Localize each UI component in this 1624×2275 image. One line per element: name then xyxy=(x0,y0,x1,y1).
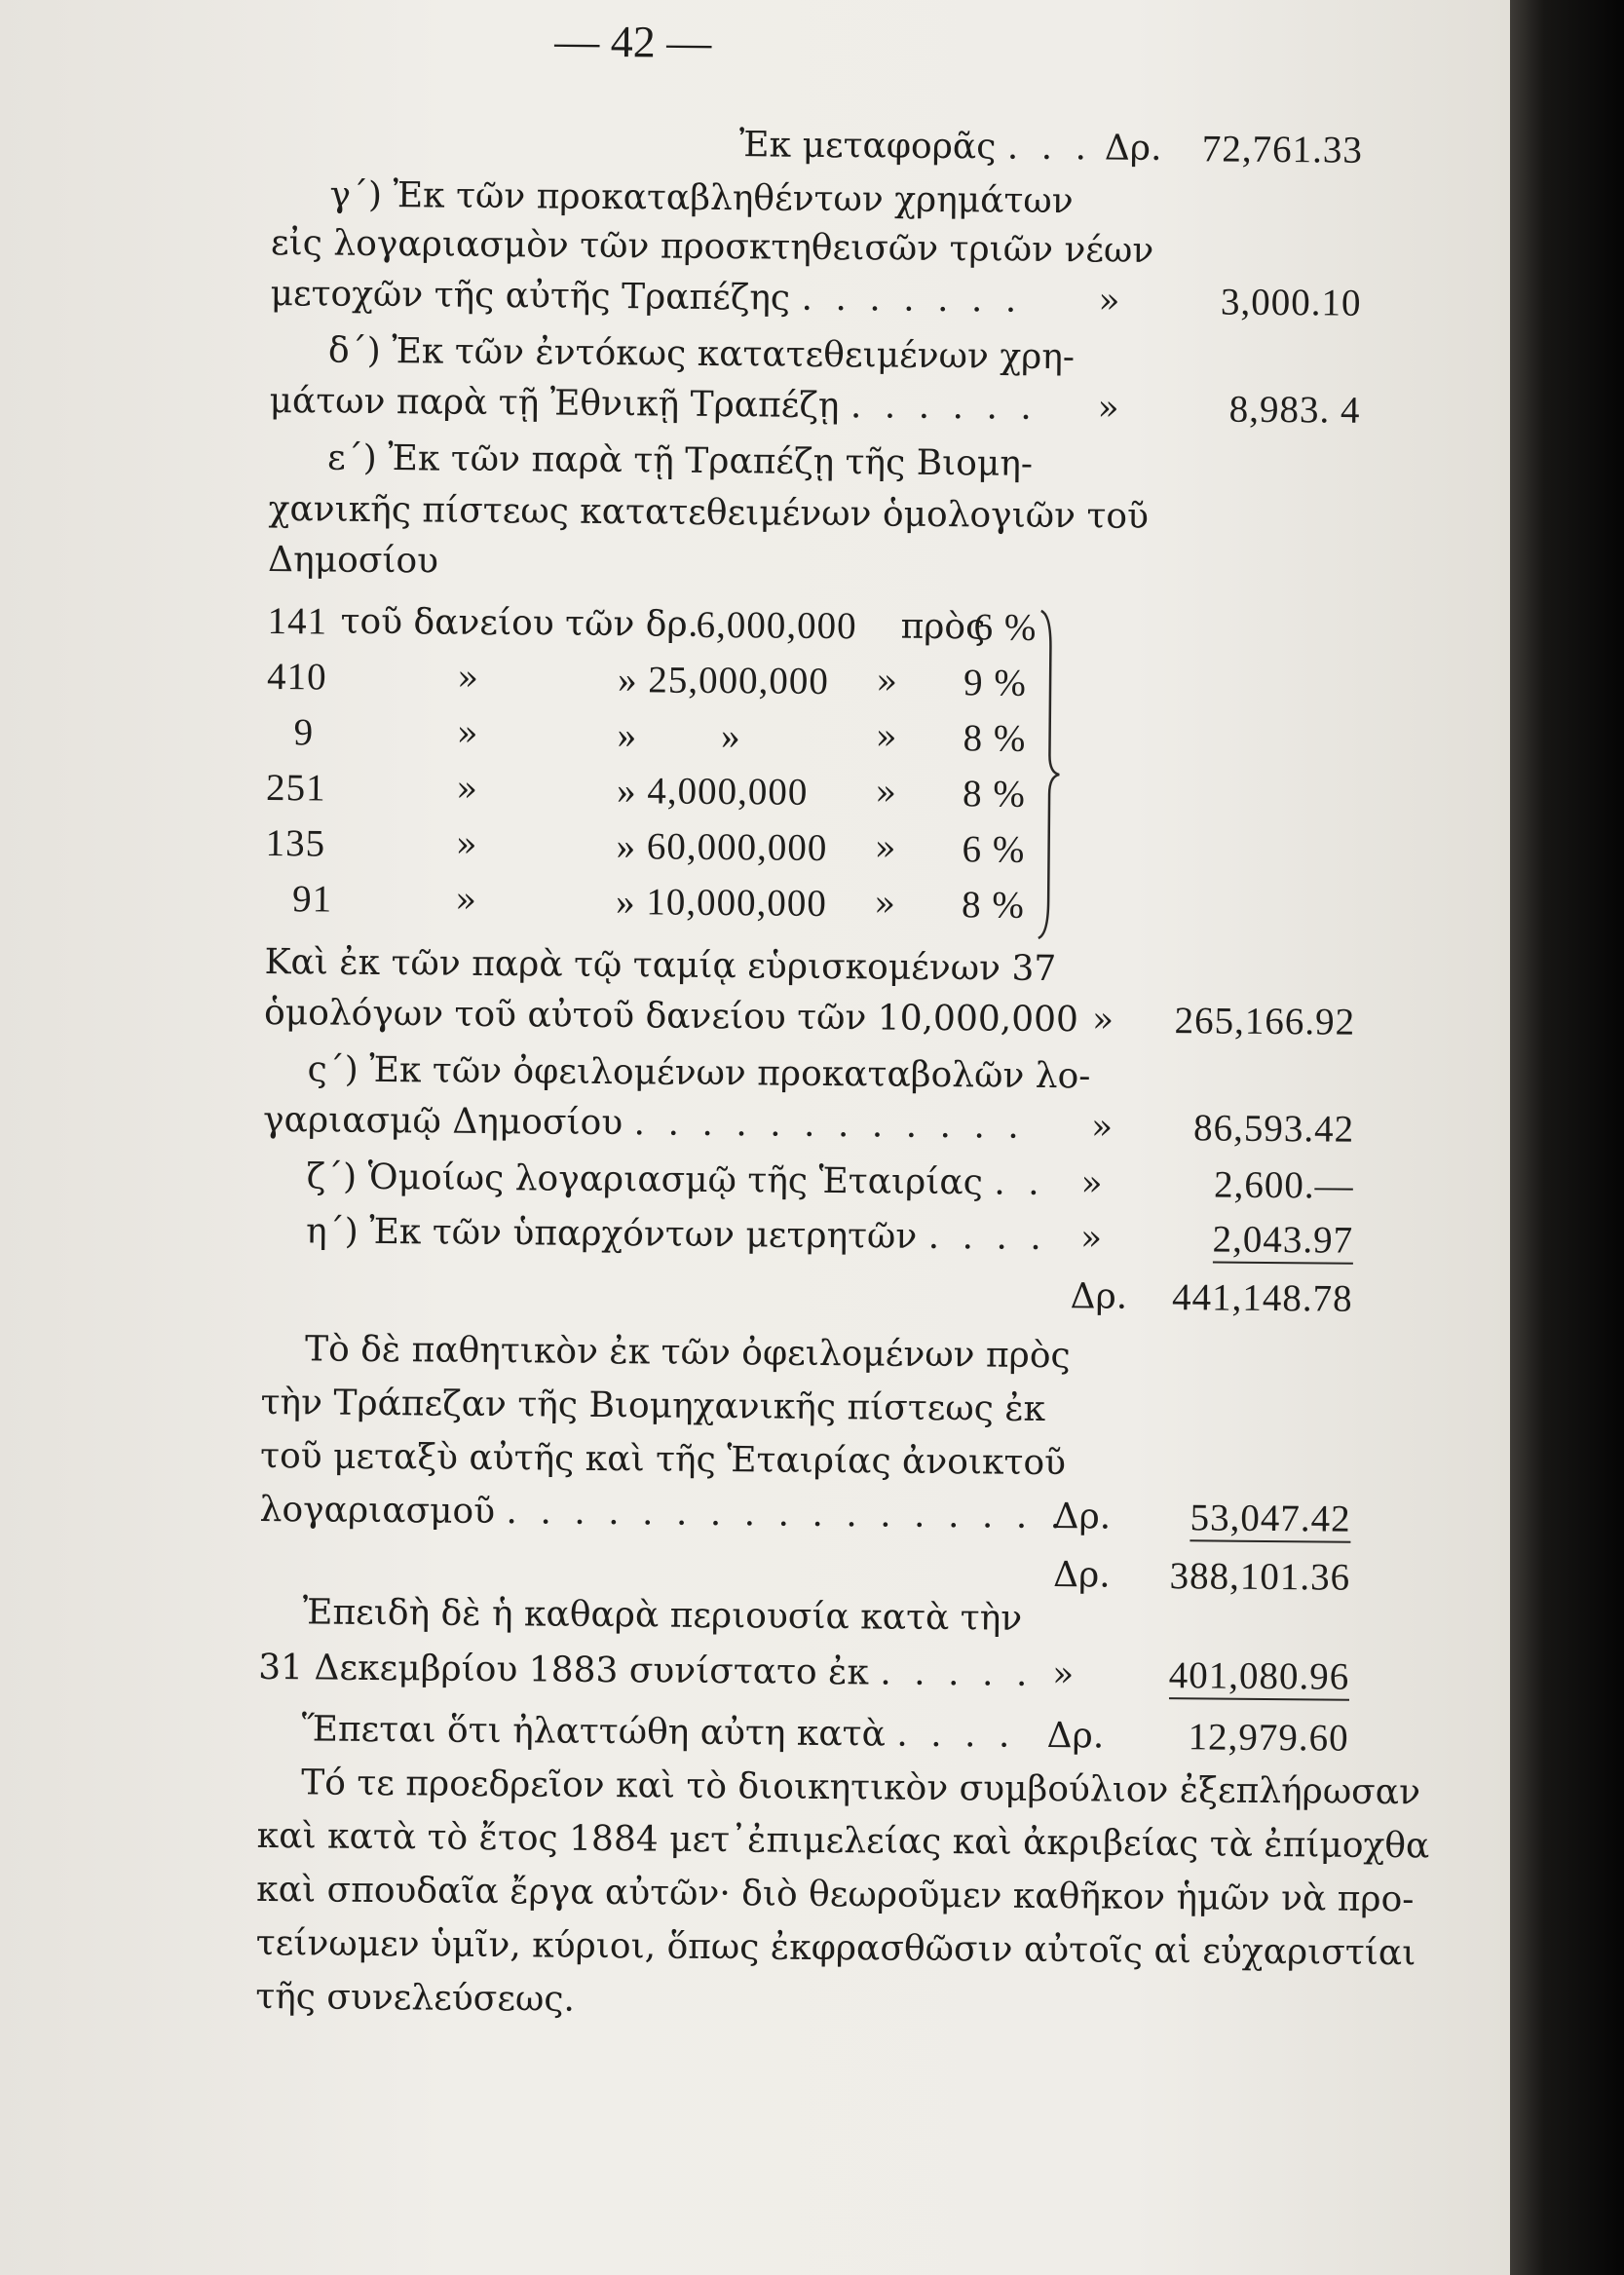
bond-prep: πρὸς xyxy=(900,606,986,648)
closing-line: καὶ κατὰ τὸ ἔτος 1884 μετ᾽ἐπιμελείας καὶ ἀκριβείας τὰ ἐπίμοχθα xyxy=(256,1815,1430,1867)
bond-capital: » 10,000,000 xyxy=(615,881,828,925)
bond-count: 410 xyxy=(266,655,327,699)
item-gamma-line: μετοχῶν τῆς αὐτῆς Τραπέζης . . . . . . . xyxy=(270,273,1023,321)
bonds-tail-amount: 265,166.92 xyxy=(1174,1000,1356,1043)
ditto-mark: » xyxy=(1052,1654,1075,1695)
bonds-tail-line: Καὶ ἐκ τῶν παρὰ τῷ ταμίᾳ εὑρισκομένων 37 xyxy=(264,941,1057,990)
bonds-tail-line: ὁμολόγων τοῦ αὐτοῦ δανείου τῶν 10,000,000 xyxy=(263,992,1079,1041)
bond-rate: 9 % xyxy=(963,662,1028,704)
bond-prep: » xyxy=(874,773,897,814)
bond-capital: » » xyxy=(617,714,741,758)
liability-amount: 53,047.42 xyxy=(1190,1498,1350,1542)
item-gamma-amount: 3,000.10 xyxy=(1220,281,1362,324)
prior-line: Ἐπειδὴ δὲ ἡ καθαρὰ περιουσία κατὰ τὴν xyxy=(302,1592,1023,1639)
liability-line: λογαριασμοῦ . . . . . . . . . . . . . . . . . xyxy=(259,1489,1068,1537)
bond-prep: » xyxy=(875,662,898,702)
bond-text: » xyxy=(455,769,478,810)
item-eta-amount: 2,043.97 xyxy=(1212,1220,1353,1264)
ditto-mark: » xyxy=(1080,1163,1103,1204)
currency-label: Δρ. xyxy=(1046,1716,1105,1757)
bond-prep: » xyxy=(873,884,896,925)
bond-rate: 8 % xyxy=(962,773,1027,815)
ditto-mark: » xyxy=(1090,1107,1114,1148)
ditto-mark: » xyxy=(1097,388,1119,429)
bond-count: 135 xyxy=(265,821,326,865)
bond-text: » xyxy=(455,824,477,865)
currency-label: Δρ. xyxy=(1104,128,1162,169)
item-gamma-line: γ΄) Ἐκ τῶν προκαταβληθέντων χρημάτων xyxy=(329,174,1074,222)
bond-capital: » 25,000,000 xyxy=(617,659,830,703)
item-delta-line: μάτων παρὰ τῇ Ἐθνικῇ Τραπέζῃ . . . . . . xyxy=(269,380,1038,428)
bond-count: 251 xyxy=(265,766,326,810)
decrease-amount: 12,979.60 xyxy=(1188,1716,1349,1760)
liability-line: τὴν Τράπεζαν τῆς Βιομηχανικῆς πίστεως ἐκ xyxy=(260,1382,1046,1429)
bond-brace xyxy=(1035,609,1065,940)
bond-rate: 8 % xyxy=(963,717,1027,760)
item-stigma-line: γαριασμῷ Δημοσίου . . . . . . . . . . . . xyxy=(262,1099,1026,1147)
item-stigma-amount: 86,593.42 xyxy=(1192,1107,1355,1151)
total-assets-amount: 441,148.78 xyxy=(1171,1276,1353,1320)
ditto-mark: » xyxy=(1098,281,1120,322)
bond-rate: 8 % xyxy=(961,884,1026,927)
bond-count: 91 xyxy=(291,878,333,921)
bond-rate: 6 % xyxy=(962,828,1026,871)
closing-line: καὶ σπουδαῖα ἔργα αὐτῶν· διὸ θεωροῦμεν καθῆκον ἡμῶν νὰ προ- xyxy=(256,1869,1415,1920)
prior-amount: 401,080.96 xyxy=(1168,1656,1349,1701)
ditto-mark: » xyxy=(1079,1218,1103,1259)
closing-line: Τό τε προεδρεῖον καὶ τὸ διοικητικὸν συμβούλιον ἐξεπλήρωσαν xyxy=(301,1763,1421,1813)
item-epsilon-line: ε΄) Ἐκ τῶν παρὰ τῇ Τραπέζῃ τῆς Βιομη- xyxy=(326,437,1034,484)
liability-line: Τὸ δὲ παθητικὸν ἐκ τῶν ὀφειλομένων πρὸς xyxy=(304,1329,1071,1377)
bond-count: 9 xyxy=(293,711,315,754)
page-number: — 42 — xyxy=(554,16,712,67)
bond-capital: » 60,000,000 xyxy=(616,825,828,869)
carried-amount: 72,761.33 xyxy=(1201,128,1364,171)
item-delta-amount: 8,983. 4 xyxy=(1228,388,1361,432)
currency-label: Δρ. xyxy=(1052,1555,1111,1596)
bond-text: » xyxy=(454,880,477,921)
carried-label: Ἐκ μεταφορᾶς . . . xyxy=(738,125,1093,169)
currency-label: Δρ. xyxy=(1070,1276,1128,1317)
bond-capital: » 4,000,000 xyxy=(616,770,809,814)
item-zeta-amount: 2,600.— xyxy=(1213,1163,1354,1207)
closing-paragraph xyxy=(255,1763,1430,2029)
book-spine-shadow xyxy=(1510,0,1624,2275)
item-epsilon-line: χανικῆς πίστεως κατατεθειμένων ὁμολογιῶν τοῦ xyxy=(268,488,1150,537)
item-delta-line: δ΄) Ἐκ τῶν ἐντόκως κατατεθειμένων χρη- xyxy=(327,330,1076,378)
bond-prep: » xyxy=(874,828,896,869)
bond-capital: 6,000,000 xyxy=(696,603,857,648)
bond-text: » xyxy=(456,713,478,754)
prior-line: 31 Δεκεμβρίου 1883 συνίστατο ἐκ . . . . . xyxy=(258,1647,1034,1694)
ditto-mark: » xyxy=(1091,1000,1114,1041)
closing-line: τείνωμεν ὑμῖν, κύριοι, ὅπως ἐκφρασθῶσιν αὐτοῖς αἱ εὐχαριστίαι xyxy=(255,1922,1416,1974)
bond-rate: 6 % xyxy=(973,606,1038,649)
net-assets-amount: 388,101.36 xyxy=(1169,1555,1351,1599)
item-zeta-line: ζ΄) Ὁμοίως λογαριασμῷ τῆς Ἑταιρίας . . xyxy=(306,1156,1045,1203)
bond-prep: » xyxy=(875,717,897,758)
item-eta-line: η΄) Ἐκ τῶν ὑπαρχόντων μετρητῶν . . . . xyxy=(305,1211,1048,1258)
liability-line: τοῦ μεταξὺ αὐτῆς καὶ τῆς Ἑταιρίας ἀνοικτοῦ xyxy=(259,1435,1067,1484)
bond-text: » xyxy=(456,658,479,699)
item-epsilon-line: Δημοσίου xyxy=(267,539,439,582)
bond-count: 141 xyxy=(267,599,328,643)
item-stigma-line: ς΄) Ἐκ τῶν ὀφειλομένων προκαταβολῶν λο- xyxy=(307,1049,1091,1097)
currency-label: Δρ. xyxy=(1053,1497,1112,1537)
item-gamma-line: εἰς λογαριασμὸν τῶν προσκτηθεισῶν τριῶν νέων xyxy=(270,222,1154,271)
decrease-line: Ἕπεται ὅτι ἠλαττώθη αὐτη κατὰ . . . . xyxy=(301,1709,1016,1756)
bond-text: τοῦ δανείου τῶν δρ. xyxy=(340,601,699,645)
closing-line: τῆς συνελεύσεως. xyxy=(255,1976,576,2020)
